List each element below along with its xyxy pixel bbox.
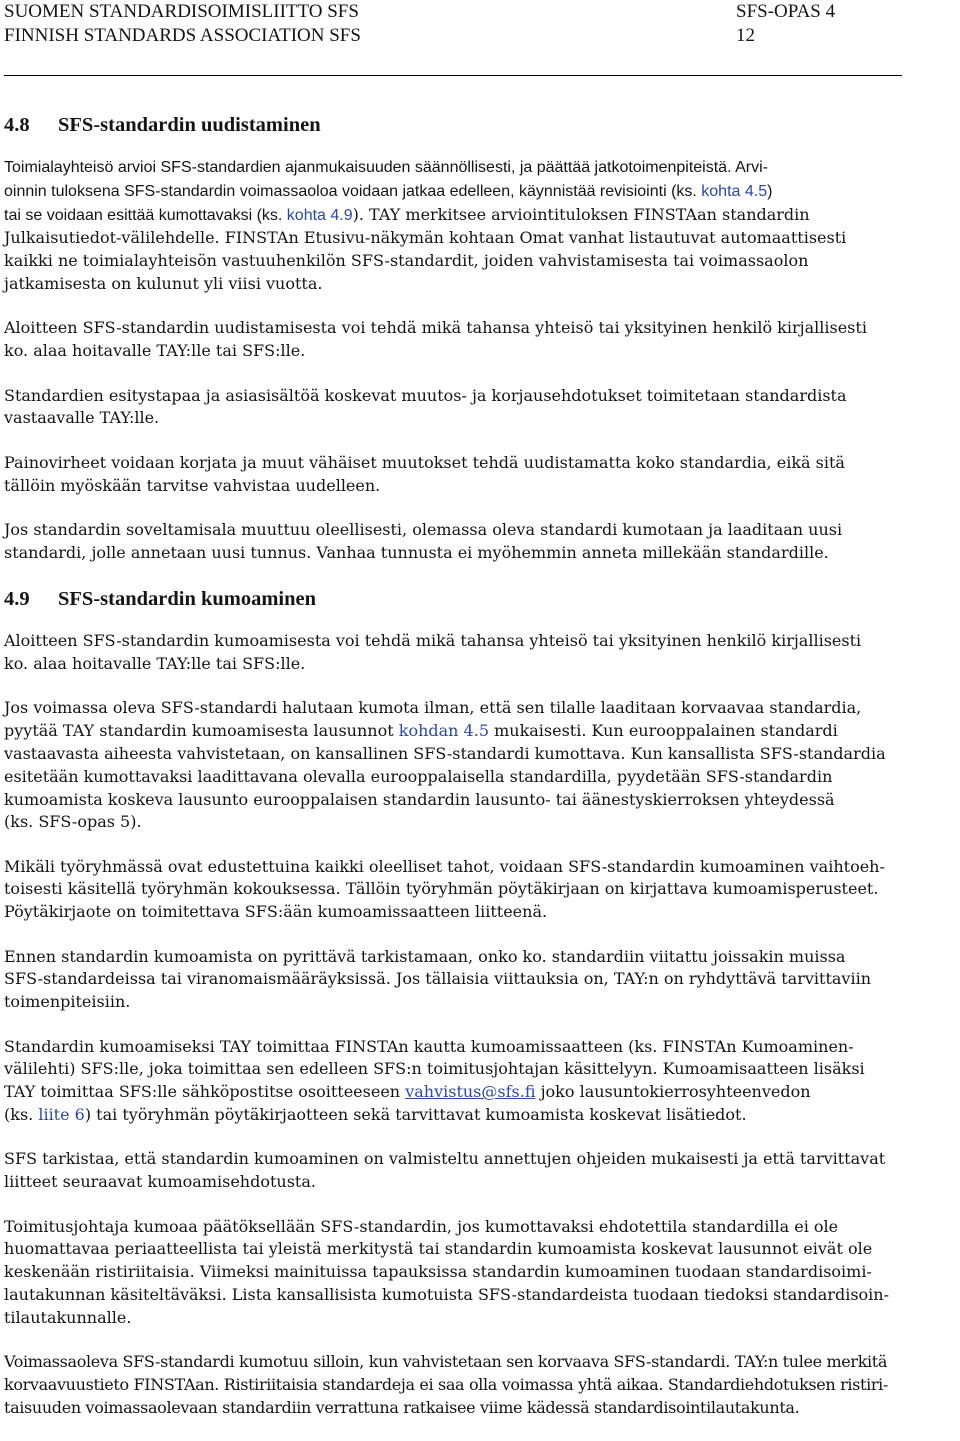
section-number: 4.8 (4, 114, 30, 136)
text-run: ). TAY merkitsee arviointituloksen FINSTAan standardin Julkaisutiedot-välilehdelle. FINSTAn Etusivu-näkymän kohtaan Omat vanhat listautuvat automaattisesti kaikki ne toimialayhteisön vastuuhenkilön SFS-standardit, joiden vahvistamisesta tai voimassaolon jatkamisesta on kulunut yli viisi vuotta. (4, 204, 847, 293)
email-link[interactable]: vahvistus@sfs.fi (405, 1082, 536, 1102)
text-run: joko lausuntokierrosyhteenvedon (ks. (4, 1082, 811, 1125)
text-run: Standardin kumoamiseksi TAY toimittaa FINSTAn kautta kumoamissaatteen (ks. FINSTAn Kumoaminen- välilehti) SFS:lle, joka toimittaa sen edelleen SFS:n toimitusjohtajan käsittelyyn. Kumoamisaatteen lisäksi TAY toimittaa SFS:lle sähköpostitse osoitteeseen (4, 1036, 865, 1102)
link-kohta-4-9[interactable]: kohta 4.9 (286, 206, 353, 224)
paragraph (4, 697, 942, 834)
paragraph: Voimassaoleva SFS-standardi kumotuu silloin, kun vahvistetaan sen korvaava SFS-standardi. TAY:n tulee merkitä korvaavuustieto FINSTAan. Ristiriitaisia standardeja ei saa olla voimassa yhtä aikaa. Standardiehdotuksen ristiri- taisuuden voimassaolevaan standardiin verrattuna ratkaisee viime kädessä standardisointilautakunta. (4, 1352, 888, 1417)
link-kohta-4-5[interactable]: kohta 4.5 (701, 182, 768, 200)
text-run: mukaisesti. Kun eurooppalainen standardi vastaavasta aiheesta vahvistetaan, on kansallinen SFS-standardi kumottava. Kun kansallista SFS-standardia esitetään kumottavaksi laadittavana olevalla eurooppalaisella standardilla, pyydetään SFS-standardin kumoamista koskeva lausunto eurooppalaisen standardin lausunto- tai äänestyskierroksen yhteydessä (ks. SFS-opas 5). (4, 721, 886, 832)
paragraph: SFS tarkistaa, että standardin kumoaminen on valmisteltu annettujen ohjeiden mukaisesti ja että tarvittavat liitteet seuraavat kumoamisehdotusta. (4, 1149, 886, 1192)
text-run: ) tai se voidaan esittää kumottavaksi (ks. (4, 182, 773, 224)
paragraph: Aloitteen SFS-standardin uudistamisesta voi tehdä mikä tahansa yhteisö tai yksityinen henkilö kirjallisesti ko. alaa hoitavalle TAY:lle tai SFS:lle. (4, 318, 867, 361)
page-body (4, 112, 942, 1441)
paragraph: Standardien esitystapaa ja asiasisältöä koskevat muutos- ja korjausehdotukset toimitetaan standardista vastaavalle TAY:lle. (4, 385, 847, 428)
org-name-en: FINNISH STANDARDS ASSOCIATION SFS (4, 25, 361, 46)
doc-id: SFS-OPAS 4 (736, 1, 836, 22)
paragraph: Painovirheet voidaan korjata ja muut vähäiset muutokset tehdä uudistamatta koko standardia, eikä sitä tällöin myöskään tarvitse vahvistaa uudelleen. (4, 452, 845, 495)
header-divider (4, 75, 902, 76)
paragraph (4, 1036, 942, 1127)
paragraph: Ennen standardin kumoamista on pyrittävä tarkistamaan, onko ko. standardiin viitattu joissakin muissa SFS-standardeissa tai viranomaismääräyksissä. Jos tällaisia viittauksia on, TAY:n on ryhdyttävä tarvittaviin toimenpiteisiin. (4, 946, 871, 1012)
link-kohdan-4-5[interactable]: kohdan 4.5 (398, 721, 489, 741)
org-name-fi: SUOMEN STANDARDISOIMISLIITTO SFS (4, 1, 359, 22)
page-header (4, 0, 872, 48)
link-liite-6[interactable]: liite 6 (38, 1105, 85, 1125)
paragraph: Mikäli työryhmässä ovat edustettuina kaikki oleelliset tahot, voidaan SFS-standardin kumoaminen vaihtoeh- toisesti käsitellä työryhmän kokouksessa. Tällöin työryhmän pöytäkirjaan on kirjattava kumoamisperusteet. Pöytäkirjaote on toimitettava SFS:ään kumoamissaatteen liitteenä. (4, 856, 885, 922)
section-heading-4-9 (4, 586, 942, 612)
paragraph: Toimitusjohtaja kumoaa päätöksellään SFS-standardin, jos kumottavaksi ehdotettila standardilla ei ole huomattavaa periaatteellista tai yleistä merkitystä tai standardin kumoamista koskevat lausunnot eivät ole keskenään ristiriitaisia. Viimeksi mainituissa tapauksissa standardin kumoaminen tuodaan standardisoimi- lautakunnan käsiteltäväksi. Lista kansallisista kumotuista SFS-standardeista tuodaan tiedoksi standardisoin- tilautakunnalle. (4, 1216, 889, 1327)
section-number: 4.9 (4, 588, 30, 611)
page-number: 12 (736, 25, 755, 46)
text-run: Toimialayhteisö arvioi SFS-standardien ajanmukaisuuden säännöllisesti, ja päättää jatkotoimenpiteistä. Arvi- oinnin tuloksena SFS-standardin voimassaoloa voidaan jatkaa edelleen, käynnistää revisiointi (ks. (4, 159, 768, 200)
paragraph: Jos standardin soveltamisala muuttuu oleellisesti, olemassa oleva standardi kumotaan ja laaditaan uusi standardi, jolle annetaan uusi tunnus. Vanhaa tunnusta ei myöhemmin anneta millekään standardille. (4, 519, 843, 562)
paragraph: Aloitteen SFS-standardin kumoamisesta voi tehdä mikä tahansa yhteisö tai yksityinen henkilö kirjallisesti ko. alaa hoitavalle TAY:lle tai SFS:lle. (4, 631, 862, 673)
section-title: SFS-standardin uudistaminen (58, 114, 321, 136)
text-run: Jos voimassa oleva SFS-standardi halutaan kumota ilman, että sen tilalle laaditaan korvaavaa standardia, pyytää TAY standardin kumoamisesta lausunnot (4, 698, 862, 741)
paragraph (4, 156, 942, 296)
section-title: SFS-standardin kumoaminen (58, 588, 317, 611)
section-heading-4-8 (4, 112, 942, 138)
text-run: ) tai työryhmän pöytäkirjaotteen sekä tarvittavat kumoamista koskevat lisätiedot. (84, 1105, 747, 1125)
